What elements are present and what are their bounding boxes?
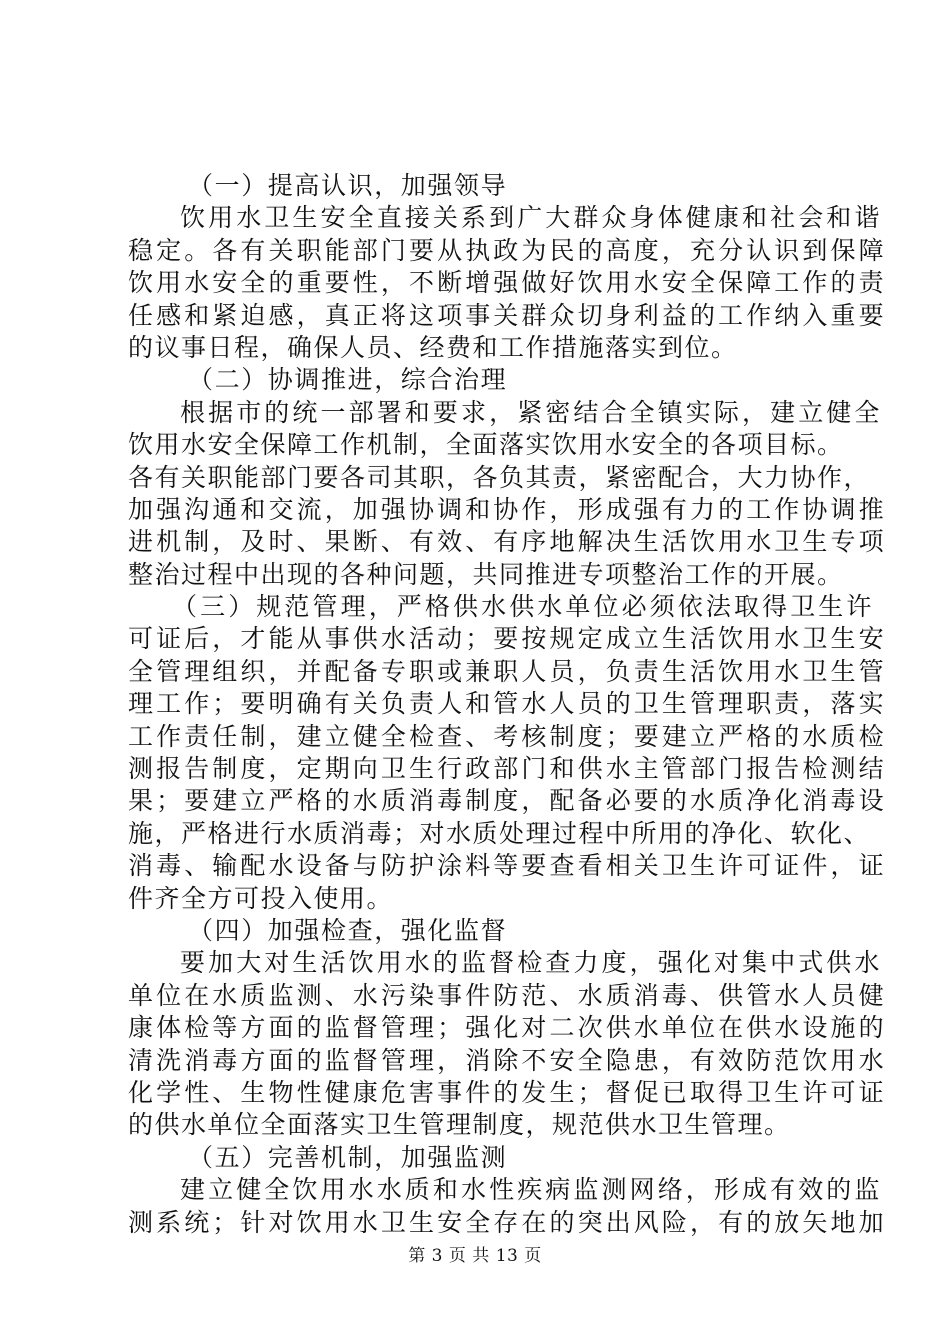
paragraph-line: 消毒、输配水设备与防护涂料等要查看相关卫生许可证件，证 bbox=[128, 851, 887, 881]
paragraph-line: 件齐全方可投入使用。 bbox=[128, 883, 394, 913]
paragraph-line: 的供水单位全面落实卫生管理制度，规范供水卫生管理。 bbox=[128, 1110, 791, 1140]
paragraph-line: 的议事日程，确保人员、经费和工作措施落实到位。 bbox=[128, 332, 738, 362]
paragraph-line: 饮用水卫生安全直接关系到广大群众身体健康和社会和谐 bbox=[180, 203, 883, 233]
paragraph-line: 加强沟通和交流，加强协调和协作，形成强有力的工作协调推 bbox=[128, 494, 887, 524]
paragraph-line: 进机制，及时、果断、有效、有序地解决生活饮用水卫生专项 bbox=[128, 527, 887, 557]
paragraph-line: 全管理组织，并配备专职或兼职人员，负责生活饮用水卫生管 bbox=[128, 656, 887, 686]
paragraph-line: 康体检等方面的监督管理；强化对二次供水单位在供水设施的 bbox=[128, 1013, 887, 1043]
paragraph-line: 清洗消毒方面的监督管理，消除不安全隐患，有效防范饮用水 bbox=[128, 1045, 887, 1075]
section-heading-4: （四）加强检查，强化监督 bbox=[188, 915, 508, 945]
paragraph-line: 测系统；针对饮用水卫生安全存在的突出风险，有的放矢地加 bbox=[128, 1207, 887, 1237]
document-body bbox=[128, 170, 887, 1239]
paragraph-line: 各有关职能部门要各司其职，各负其责，紧密配合，大力协作， bbox=[128, 462, 871, 492]
paragraph-line: 根据市的统一部署和要求，紧密结合全镇实际，建立健全 bbox=[180, 397, 883, 427]
paragraph-line: 单位在水质监测、水污染事件防范、水质消毒、供管水人员健 bbox=[128, 980, 887, 1010]
paragraph-line: 理工作；要明确有关负责人和管水人员的卫生管理职责，落实 bbox=[128, 689, 887, 719]
paragraph-line: 施，严格进行水质消毒；对水质处理过程中所用的净化、软化、 bbox=[128, 818, 871, 848]
paragraph-line: 化学性、生物性健康危害事件的发生；督促已取得卫生许可证 bbox=[128, 1077, 887, 1107]
paragraph-line: 任感和紧迫感，真正将这项事关群众切身利益的工作纳入重要 bbox=[128, 300, 887, 330]
paragraph-line: 稳定。各有关职能部门要从执政为民的高度，充分认识到保障 bbox=[128, 235, 887, 265]
paragraph-line: 要加大对生活饮用水的监督检查力度，强化对集中式供水 bbox=[180, 948, 883, 978]
paragraph-line: 果；要建立严格的水质消毒制度，配备必要的水质净化消毒设 bbox=[128, 786, 887, 816]
section-heading-3: （三）规范管理，严格供水供水单位必须依法取得卫生许 bbox=[172, 592, 875, 622]
paragraph-line: 建立健全饮用水水质和水性疾病监测网络，形成有效的监 bbox=[180, 1175, 883, 1205]
paragraph-line: 整治过程中出现的各种问题，共同推进专项整治工作的开展。 bbox=[128, 559, 844, 589]
section-heading-5: （五）完善机制，加强监测 bbox=[188, 1142, 508, 1172]
paragraph-line: 饮用水安全保障工作机制，全面落实饮用水安全的各项目标。 bbox=[128, 430, 844, 460]
section-heading-1: （一）提高认识，加强领导 bbox=[188, 171, 508, 200]
paragraph-line: 饮用水安全的重要性，不断增强做好饮用水安全保障工作的责 bbox=[128, 268, 887, 298]
paragraph-line: 测报告制度，定期向卫生行政部门和供水主管部门报告检测结 bbox=[128, 754, 887, 784]
paragraph-line: 可证后，才能从事供水活动；要按规定成立生活饮用水卫生安 bbox=[128, 624, 887, 654]
page-number-footer: 第 3 页 共 13 页 bbox=[408, 1246, 542, 1266]
paragraph-line: 工作责任制，建立健全检查、考核制度；要建立严格的水质检 bbox=[128, 721, 887, 751]
section-heading-2: （二）协调推进，综合治理 bbox=[188, 365, 508, 395]
